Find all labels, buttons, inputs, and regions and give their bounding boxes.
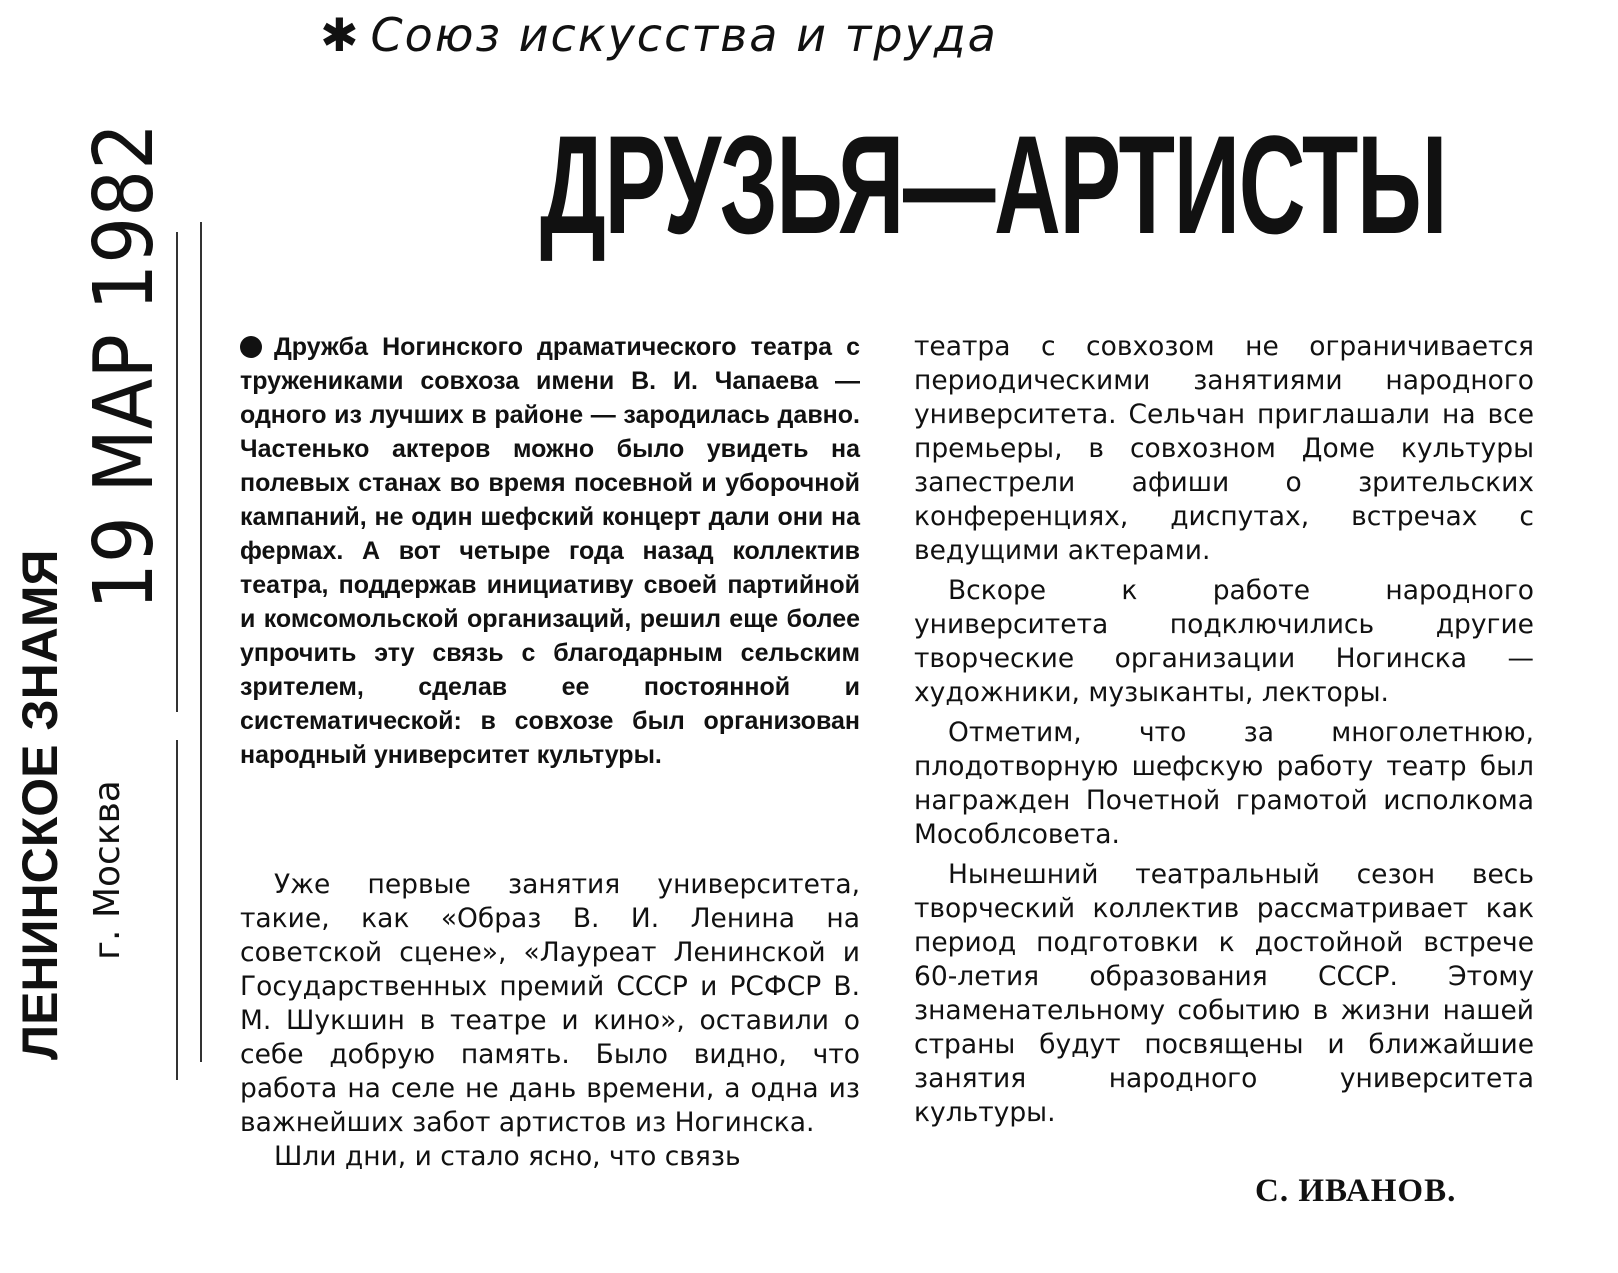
date-stamp-text: 19 МАР 1982 — [77, 123, 172, 610]
divider-line — [176, 232, 178, 712]
divider-line — [176, 740, 178, 1080]
body-paragraph: Шли дни, и стало ясно, что связь — [274, 1141, 741, 1172]
lead-paragraph — [240, 330, 860, 772]
right-column-body — [914, 330, 1534, 1136]
city-label-text: г. Москва — [87, 780, 128, 960]
author-signature: С. ИВАНОВ. — [1255, 1173, 1457, 1209]
body-paragraph: Вскоре к работе народного университета подключились другие творческие организации Ногинска — художники, музыканты, лекторы. — [914, 575, 1534, 708]
body-paragraph: театра с совхозом не ограничивается периодическими занятиями народного университета. Сельчан приглашали на все премьеры, в совхозном Доме культуры запестрели афиши о зрительских конференциях, диспутах, встречах с ведущими актерами. — [914, 331, 1534, 566]
headline: ДРУЗЬЯ—АРТИСТЫ — [540, 106, 1447, 263]
left-column-body — [240, 868, 860, 1174]
body-paragraph: Нынешний театральный сезон весь творческий коллектив рассматривает как период подготовки к достойной встрече 60-летия образования СССР. Этому знаменательному событию в жизни нашей страны будут посвящены и ближайшие занятия народного университета культуры. — [914, 859, 1534, 1128]
body-paragraph: Отметим, что за многолетнюю, плодотворную шефскую работу театр был награжден Почетной грамотой исполкома Мособлсовета. — [914, 717, 1534, 850]
divider-line — [200, 222, 202, 1062]
rubric-text: Союз искусства и труда — [370, 8, 998, 62]
lead-text: Дружба Ногинского драматического театра с тружениками совхоза имени В. И. Чапаева — одного из лучших в районе — зародилась давно. Частенько актеров можно было увидеть на полевых станах во время посевной и уборочной кампаний, не один шефский концерт дали они на фермах. А вот четыре года назад коллектив театра, поддержав инициативу своей партийной и комсомольской организаций, решил еще более упрочить эту связь с благодарным сельским зрителем, сделав ее постоянной и систематической: в совхозе был организован народный университет культуры. — [240, 333, 860, 769]
bullet-dot-icon — [240, 336, 262, 358]
snowflake-icon: ✱ — [320, 8, 361, 62]
newspaper-name-text: ЛЕНИНСКОЕ ЗНАМЯ — [12, 549, 68, 1060]
rubric — [320, 8, 998, 62]
lead-paragraph-column — [240, 330, 860, 772]
body-paragraph: Уже первые занятия университета, такие, как «Образ В. И. Ленина на советской сцене», «Лауреат Ленинской и Государственных премий СССР и РСФСР В. М. Шукшин в театре и кино», оставили о себе добрую память. Было видно, что работа на селе не дань времени, а одна из важнейших забот артистов из Ногинска. — [240, 869, 860, 1138]
